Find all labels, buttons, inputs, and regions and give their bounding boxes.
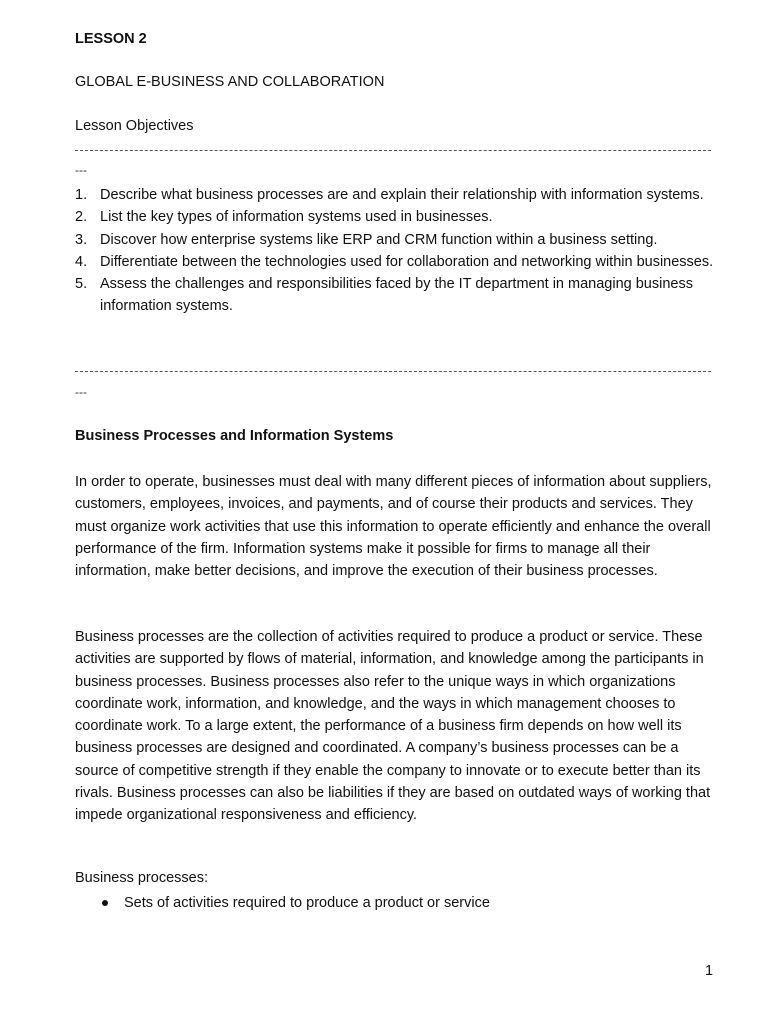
objective-item <box>75 184 715 206</box>
objective-text: Describe what business processes are and explain their relationship with information systems. <box>100 187 704 203</box>
objective-text: List the key types of information systems used in businesses. <box>100 209 493 226</box>
objective-number: 4. <box>75 253 88 270</box>
objective-number: 2. <box>75 209 88 226</box>
objective-text: Assess the challenges and responsibilities faced by the IT department in managing business information systems. <box>100 276 693 315</box>
paragraph-intro: In order to operate, businesses must deal with many different pieces of information about suppliers, customers, employees, invoices, and payments, and of course their products and services. They must organize work activities that use this information to operate efficiently and enhance the overall performance of the firm. Information systems make it possible for firms to manage all their information, make better decisions, and improve the execution of their business processes. <box>75 474 712 580</box>
list-item <box>102 892 490 914</box>
objective-number: 3. <box>75 231 88 248</box>
objective-item <box>75 273 715 318</box>
bullet-dot-icon <box>102 900 108 906</box>
objective-item <box>75 251 715 273</box>
objectives-list <box>75 184 715 318</box>
objective-text: Discover how enterprise systems like ERP and CRM function within a business setting. <box>100 231 658 248</box>
divider-bottom <box>75 371 711 372</box>
divider-top-tail: --- <box>75 163 87 177</box>
lesson-number: LESSON 2 <box>75 31 147 47</box>
divider-top <box>75 150 711 151</box>
paragraph-business-processes: Business processes are the collection of activities required to produce a product or service. These activities are supported by flows of material, information, and knowledge among the participants in business processes. Business processes also refer to the unique ways in which organizations coordinate work, information, and knowledge, and the ways in which management chooses to coordinate work. To a large extent, the performance of a business firm depends on how well its business processes are designed and coordinated. A company’s business processes can be a source of competitive strength if they enable the company to innovate or to execute better than its rivals. Business processes can also be liabilities if they are based on outdated ways of working that impede organizational responsiveness and efficiency. <box>75 629 711 824</box>
objective-text: Differentiate between the technologies used for collaboration and networking within businesses. <box>100 253 714 270</box>
objective-item <box>75 229 715 251</box>
lesson-title: GLOBAL E-BUSINESS AND COLLABORATION <box>75 74 385 90</box>
objective-number: 5. <box>75 276 88 293</box>
objective-number: 1. <box>75 187 88 203</box>
list-item-text: Sets of activities required to produce a product or service <box>124 895 490 911</box>
list-label: Business processes: <box>75 870 208 886</box>
bullet-list <box>102 892 490 914</box>
divider-bottom-tail: --- <box>75 385 87 399</box>
objective-item <box>75 206 715 228</box>
page-number: 1 <box>705 963 714 979</box>
section-heading: Business Processes and Information Systems <box>75 428 394 444</box>
objectives-heading: Lesson Objectives <box>75 118 194 134</box>
